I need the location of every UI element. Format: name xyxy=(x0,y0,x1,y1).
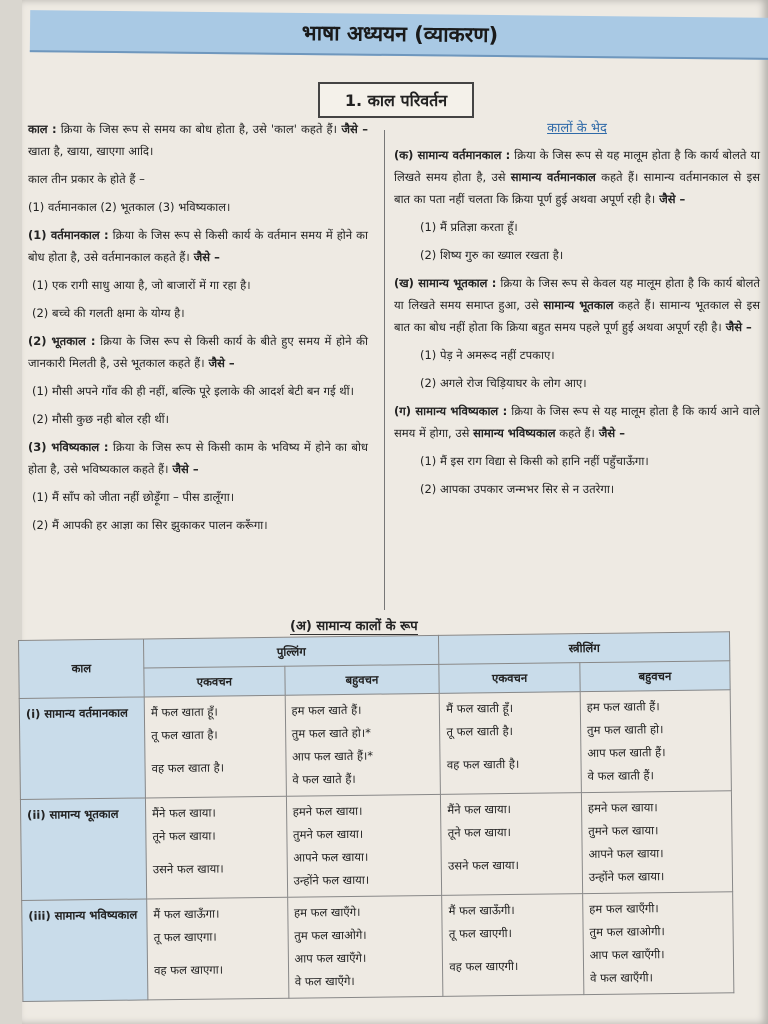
form-text: आपने फल खाया। xyxy=(588,846,664,862)
tense-forms-table xyxy=(18,631,734,1002)
definition-past: (2) भूतकाल : क्रिया के जिस रूप से किसी कार्य के बीते हुए समय में होने की जानकारी मिलती है, उसे भूतकाल कहते हैं। जैसे – xyxy=(28,334,368,370)
table-body xyxy=(19,690,734,1002)
form-text: तू फल खाएगी। xyxy=(448,925,513,941)
page-header-banner xyxy=(30,10,768,60)
form-text: तुम फल खाती हो। xyxy=(586,722,664,738)
form-text: हमने फल खाया। xyxy=(292,803,363,819)
form-text: वे फल खाते हैं। xyxy=(292,771,356,787)
right-column xyxy=(394,118,760,506)
table-row xyxy=(20,791,732,901)
simple-future-example-1: (1) मैं इस राग विद्या से किसी को हानि नहीं पहुँचाऊँगा। xyxy=(420,454,649,468)
tense-name-cell: (i) सामान्य वर्तमानकाल xyxy=(19,697,145,800)
form-text: हम फल खाती हैं। xyxy=(586,699,660,715)
form-cell-mp xyxy=(285,693,441,796)
tense-name-cell: (iii) सामान्य भविष्यकाल xyxy=(22,899,148,1002)
form-text: वह फल खाएगा। xyxy=(153,962,224,978)
form-text: वह फल खाता है। xyxy=(151,760,225,776)
definition-simple-present: (क) सामान्य वर्तमानकाल : क्रिया के जिस रूप से यह मालूम होता है कि कार्य बोलते या लिखते समय होता है, उसे सामान्य वर्तमानकाल कहते हैं। सामान्य वर्तमानकाल से इस बात का पता नहीं चलता कि क्रिया पूर्ण हुई अथवा अपूर्ण रही है। जैसे – xyxy=(394,148,760,206)
form-text: वे फल खाएँगी। xyxy=(589,970,654,986)
form-text: उन्होंने फल खाया। xyxy=(293,872,370,888)
form-text: वह फल खाएगी। xyxy=(449,958,519,974)
form-text: वह फल खाती है। xyxy=(446,756,520,772)
column-header-masc-plural: बहुवचन xyxy=(284,664,439,695)
form-text: वे फल खाएँगे। xyxy=(294,973,355,989)
simple-present-example-1: (1) मैं प्रतिज्ञा करता हूँ। xyxy=(420,220,518,234)
simple-present-example-2: (2) शिष्य गुरु का ख्याल रखता है। xyxy=(420,248,564,262)
form-text: तुम फल खाते हो।* xyxy=(291,725,372,741)
form-text: उसने फल खाया। xyxy=(447,857,519,873)
form-text: आप फल खाती हैं। xyxy=(587,745,666,761)
form-text: हम फल खाएँगी। xyxy=(589,901,659,917)
form-text: तूने फल खाया। xyxy=(447,824,512,840)
form-text: तुम फल खाओगी। xyxy=(589,924,665,940)
simple-future-example-2: (2) आपका उपकार जन्मभर सिर से न उतरेगा। xyxy=(420,482,615,496)
form-cell-mp xyxy=(286,794,442,897)
form-text: तू फल खाएगा। xyxy=(153,929,217,945)
form-cell-fs xyxy=(441,793,583,896)
form-text: तुमने फल खाया। xyxy=(588,823,659,839)
column-header-fem-plural: बहुवचन xyxy=(580,661,730,692)
form-cell-fp xyxy=(580,690,731,793)
form-text: मैं फल खाती हूँ। xyxy=(446,700,514,716)
table-row xyxy=(22,892,734,1002)
definition-kaal: काल : क्रिया के जिस रूप से समय का बोध होता है, उसे 'काल' कहते हैं। जैसे – खाता है, खाया, खाएगा आदि। xyxy=(28,122,368,158)
present-example-2: (2) बच्चे की गलती क्षमा के योग्य है। xyxy=(32,306,185,320)
form-text: उसने फल खाया। xyxy=(152,861,224,877)
present-example-1: (1) एक रागी साधु आया है, जो बाजारों में गा रहा है। xyxy=(32,278,251,292)
types-list: (1) वर्तमानकाल (2) भूतकाल (3) भविष्यकाल। xyxy=(28,200,231,214)
form-cell-mp xyxy=(287,895,443,998)
definition-future: (3) भविष्यकाल : क्रिया के जिस रूप से किसी काम के भविष्य में होने का बोध होता है, उसे भविष्यकाल कहते हैं। जैसे – xyxy=(28,440,369,476)
form-text: हमने फल खाया। xyxy=(587,800,658,816)
simple-past-example-2: (2) अगले रोज चिड़ियाघर के लोग आए। xyxy=(420,376,587,390)
column-header-feminine: स्त्रीलिंग xyxy=(439,632,730,665)
form-cell-fp xyxy=(581,791,732,894)
form-cell-fs xyxy=(439,692,581,795)
form-text: मैं फल खाता हूँ। xyxy=(150,704,218,720)
past-example-2: (2) मौसी कुछ नही बोल रही थीं। xyxy=(32,412,170,426)
book-page xyxy=(22,0,768,1024)
form-text: हम फल खाएँगे। xyxy=(293,904,361,920)
table-row xyxy=(19,690,731,800)
definition-present: (1) वर्तमानकाल : क्रिया के जिस रूप से किसी कार्य के वर्तमान समय में होने का बोध होता है, उसे वर्तमानकाल कहते हैं। जैसे – xyxy=(28,228,368,264)
column-header-fem-singular: एकवचन xyxy=(439,663,580,694)
form-text: मैंने फल खाया। xyxy=(152,805,216,821)
form-text: आपने फल खाया। xyxy=(293,849,369,865)
future-example-2: (2) मैं आपकी हर आज्ञा का सिर झुकाकर पालन करूँगा। xyxy=(32,518,268,532)
left-column xyxy=(28,118,368,542)
section-heading: कालों के भेद xyxy=(547,121,607,136)
column-header-tense: काल xyxy=(19,639,145,699)
form-text: वे फल खाती हैं। xyxy=(587,768,655,784)
definition-simple-past: (ख) सामान्य भूतकाल : क्रिया के जिस रूप से केवल यह मालूम होता है कि कार्य बोलते या लिखते समय समाप्त हुआ, उसे सामान्य भूतकाल कहते हैं। सामान्य भूतकाल से इस बात का बोध नहीं होता कि क्रिया बहुत समय पहले पूर्ण हुई अथवा अपूर्ण रही है। जैसे – xyxy=(394,276,760,334)
simple-past-example-1: (1) पेड़ ने अमरूद नहीं टपकाए। xyxy=(420,348,555,362)
page-title: भाषा अध्ययन (व्याकरण) xyxy=(301,20,499,48)
tense-name-cell: (ii) सामान्य भूतकाल xyxy=(20,798,146,901)
form-text: तू फल खाता है। xyxy=(151,727,218,743)
form-cell-fp xyxy=(583,892,734,995)
form-text: आप फल खाएँगे। xyxy=(294,950,367,966)
form-cell-fs xyxy=(442,894,584,997)
form-cell-ms xyxy=(147,897,289,1000)
table-caption: (अ) सामान्य कालों के रूप xyxy=(290,616,418,635)
definition-simple-future: (ग) सामान्य भविष्यकाल : क्रिया के जिस रूप से यह मालूम होता है कि कार्य आने वाले समय में होगा, उसे सामान्य भविष्यकाल कहते हैं। जैसे – xyxy=(394,404,760,440)
form-text: मैं फल खाऊँगी। xyxy=(448,902,515,918)
form-text: मैंने फल खाया। xyxy=(447,801,512,817)
form-text: उन्होंने फल खाया। xyxy=(588,869,665,885)
column-header-masculine: पुल्लिंग xyxy=(143,635,439,668)
form-text: हम फल खाते हैं। xyxy=(291,702,362,718)
form-cell-ms xyxy=(145,796,287,899)
column-header-masc-singular: एकवचन xyxy=(144,666,285,697)
form-text: तुम फल खाओगे। xyxy=(294,927,367,943)
form-text: आप फल खाते हैं।* xyxy=(291,748,374,764)
form-text: आप फल खाएँगी। xyxy=(589,947,665,963)
chapter-title: 1. काल परिवर्तन xyxy=(318,82,474,118)
column-divider xyxy=(384,130,385,610)
form-text: मैं फल खाऊँगा। xyxy=(153,906,220,922)
form-text: तू फल खाती है। xyxy=(446,723,514,739)
form-text: तूने फल खाया। xyxy=(152,828,216,844)
past-example-1: (1) मौसी अपने गाँव की ही नहीं, बल्कि पूरे इलाके की आदर्श बेटी बन गई थीं। xyxy=(32,384,354,398)
form-cell-ms xyxy=(144,695,286,798)
future-example-1: (1) मैं साँप को जीता नहीं छोड़ूँगा – पीस डालूँगा। xyxy=(32,490,235,504)
types-intro: काल तीन प्रकार के होते हैं – xyxy=(28,172,145,186)
form-text: तुमने फल खाया। xyxy=(292,826,364,842)
